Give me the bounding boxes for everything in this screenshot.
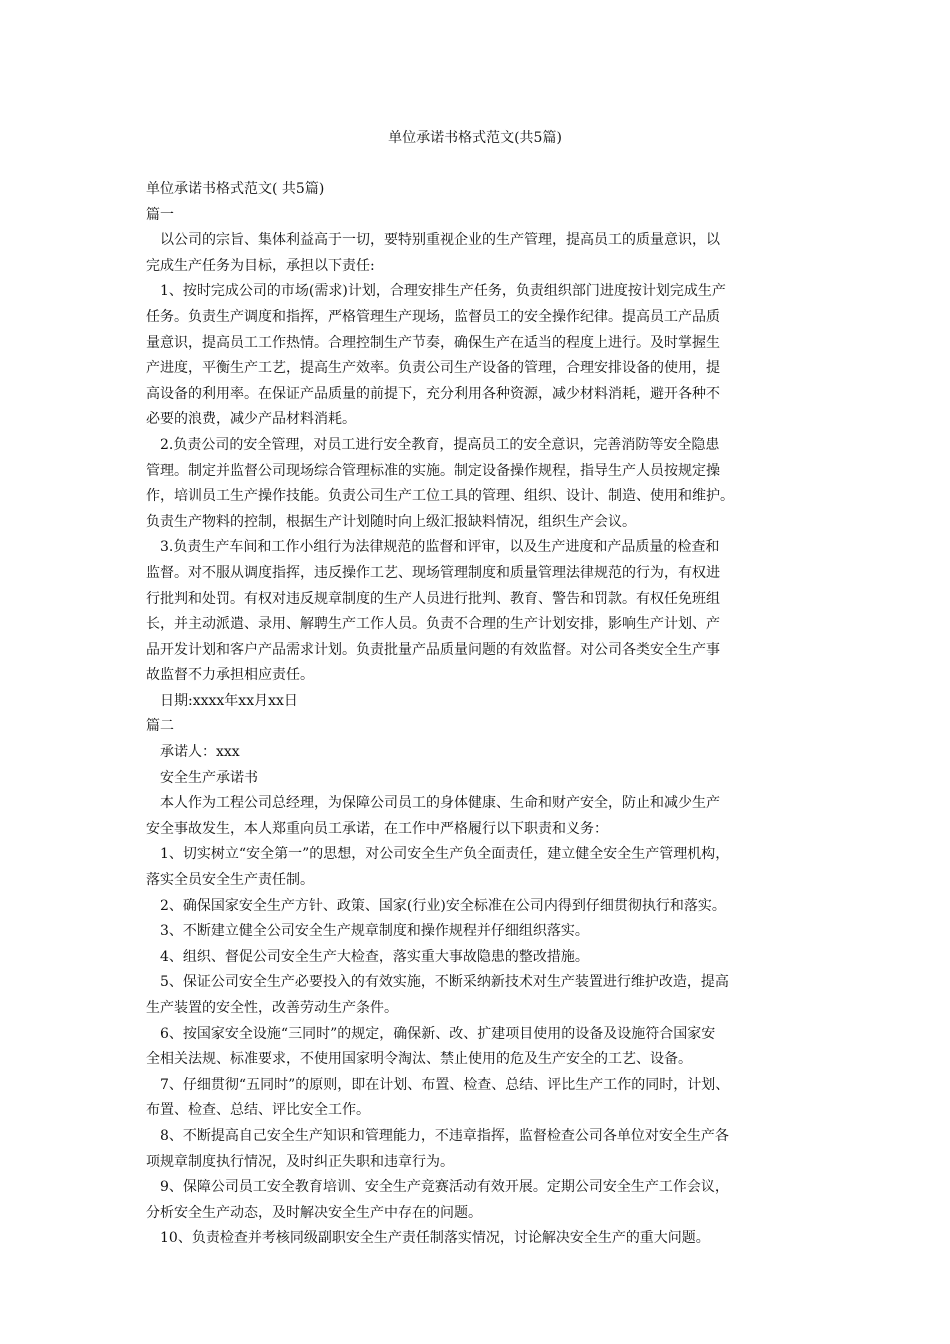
document-title: 单位承诺书格式范文(共5篇) (388, 130, 562, 146)
text-line: 负责生产物料的控制，根据生产计划随时向上级汇报缺料情况，组织生产会议。 (146, 513, 636, 530)
text-line: 落实全员安全生产责任制。 (146, 872, 314, 889)
text-line: 全相关法规、标准要求，不使用国家明令淘汰、禁止使用的危及生产安全的工艺、设备。 (146, 1051, 692, 1068)
text-line: 8、不断提高自己安全生产知识和管理能力，不违章指挥，监督检查公司各单位对安全生产各 (160, 1127, 729, 1144)
text-line: 1、切实树立“安全第一”的思想，对公司安全生产负全面责任，建立健全安全生产管理机构， (160, 846, 730, 863)
text-line: 5、保证公司安全生产必要投入的有效实施，不断采纳新技术对生产装置进行维护改造，提高 (160, 974, 729, 991)
text-line: 生产装置的安全性，改善劳动生产条件。 (146, 1000, 398, 1016)
text-line: 1、按时完成公司的市场(需求)计划，合理安排生产任务，负责组织部门进度按计划完成生产 (160, 283, 726, 300)
text-line: 长，并主动派遣、录用、解聘生产工作人员。负责不合理的生产计划安排，影响生产计划、产 (146, 616, 720, 633)
text-line: 7、仔细贯彻“五同时”的原则，即在计划、布置、检查、总结、评比生产工作的同时，计划、 (160, 1076, 730, 1093)
text-line: 分析安全生产动态，及时解决安全生产中存在的问题。 (146, 1204, 482, 1221)
text-line: 安全事故发生，本人郑重向员工承诺，在工作中严格履行以下职责和义务： (146, 820, 608, 837)
text-line: 监督。对不服从调度指挥，违反操作工艺、现场管理制度和质量管理法律规范的行为，有权进 (146, 564, 720, 581)
text-line: 量意识，提高员工工作热情。合理控制生产节奏，确保生产在适当的程度上进行。及时掌握生 (146, 334, 720, 351)
text-line: 单位承诺书格式范文( 共5篇) (146, 181, 325, 197)
text-line: 6、按国家安全设施“三同时”的规定，确保新、改、扩建项目使用的设备及设施符合国家安 (160, 1025, 716, 1042)
text-line: 3.负责生产车间和工作小组行为法律规范的监督和评审，以及生产进度和产品质量的检查和 (160, 539, 720, 556)
text-line: 布置、检查、总结、评比安全工作。 (146, 1102, 370, 1119)
text-line: 10、负责检查并考核同级副职安全生产责任制落实情况，讨论解决安全生产的重大问题。 (160, 1230, 710, 1247)
text-line: 项规章制度执行情况，及时纠正失职和违章行为。 (146, 1153, 454, 1170)
text-line: 篇一 (146, 206, 174, 223)
text-line: 2、确保国家安全生产方针、政策、国家(行业)安全标准在公司内得到仔细贯彻执行和落实。 (160, 897, 726, 914)
text-line: 篇二 (146, 718, 174, 735)
text-line: 管理。制定并监督公司现场综合管理标准的实施。制定设备操作规程，指导生产人员按规定操 (146, 462, 720, 479)
text-line: 必要的浪费，减少产品材料消耗。 (146, 411, 356, 428)
text-line: 本人作为工程公司总经理，为保障公司员工的身体健康、生命和财产安全，防止和减少生产 (160, 795, 720, 812)
text-line: 品开发计划和客户产品需求计划。负责批量产品质量问题的有效监督。对公司各类安全生产事 (146, 641, 720, 658)
text-line: 9、保障公司员工安全教育培训、安全生产竞赛活动有效开展。定期公司安全生产工作会议， (160, 1179, 729, 1196)
text-line: 作，培训员工生产操作技能。负责公司生产工位工具的管理、组织、设计、制造、使用和维护。 (146, 488, 734, 505)
text-line: 2.负责公司的安全管理，对员工进行安全教育，提高员工的安全意识，完善消防等安全隐患 (160, 436, 720, 453)
text-line: 4、组织、督促公司安全生产大检查，落实重大事故隐患的整改措施。 (160, 948, 589, 965)
text-line: 日期:xxxx年xx月xx日 (160, 692, 298, 709)
text-line: 行批判和处罚。有权对违反规章制度的生产人员进行批判、教育、警告和罚款。有权任免班组 (146, 590, 720, 607)
text-line: 3、不断建立健全公司安全生产规章制度和操作规程并仔细组织落实。 (160, 923, 589, 940)
text-line: 高设备的利用率。在保证产品质量的前提下，充分利用各种资源，减少材料消耗，避开各种不 (146, 385, 720, 402)
document-body (146, 177, 816, 1252)
text-line: 任务。负责生产调度和指挥，严格管理生产现场，监督员工的安全操作纪律。提高员工产品质 (146, 308, 720, 325)
text-line: 完成生产任务为目标，承担以下责任: (146, 257, 375, 274)
text-line: 安全生产承诺书 (160, 769, 258, 786)
text-line: 产进度，平衡生产工艺，提高生产效率。负责公司生产设备的管理，合理安排设备的使用，提 (146, 360, 720, 377)
text-line: 故监督不力承担相应责任。 (146, 667, 314, 684)
text-line: 承诺人：xxx (160, 744, 240, 761)
text-line: 以公司的宗旨、集体利益高于一切，要特别重视企业的生产管理，提高员工的质量意识，以 (160, 232, 720, 249)
